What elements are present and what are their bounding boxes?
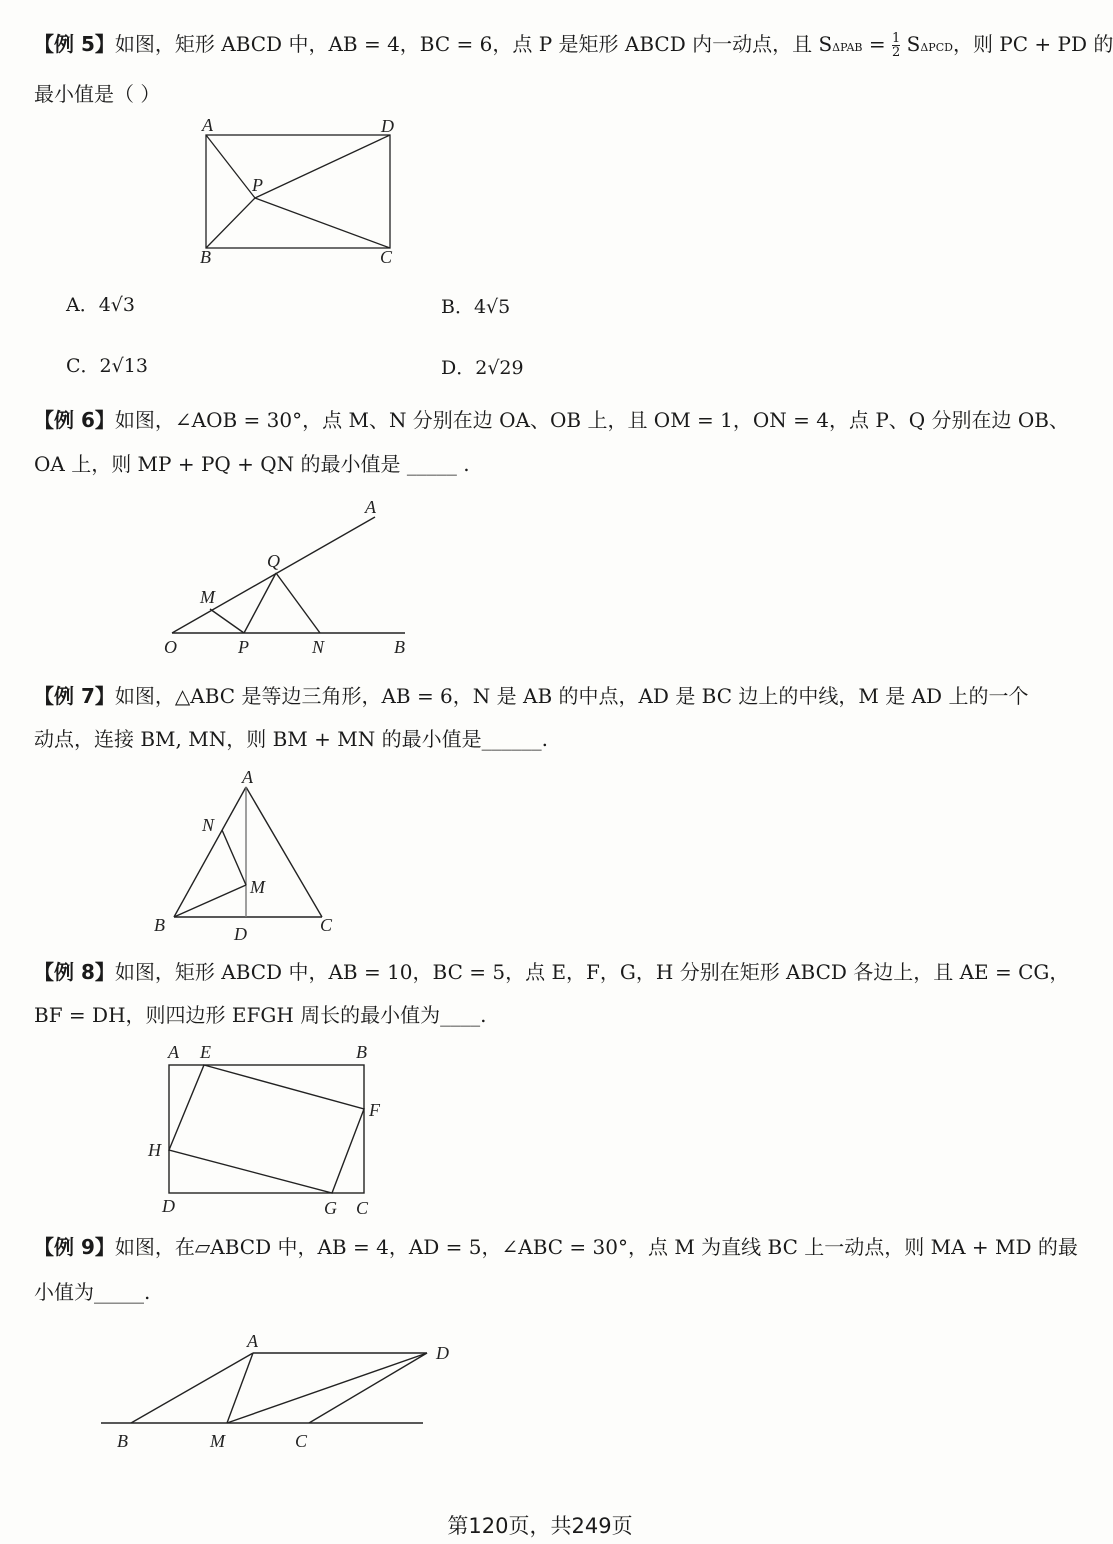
ex7-label-M: M	[250, 877, 265, 897]
ex7-line1	[34, 682, 1028, 710]
ex6-label-Q: Q	[267, 551, 280, 571]
ex6-label-O: O	[164, 637, 177, 657]
ex5-option-c: C．2√13	[66, 355, 148, 377]
ex6-figure	[160, 495, 420, 665]
ex5-option-d: D．2√29	[441, 357, 524, 379]
ex5-label-A: A	[202, 115, 213, 135]
ex8-label-D: D	[162, 1196, 175, 1216]
ex7-seg-NM	[222, 830, 246, 885]
ex5-seg-CP	[255, 198, 390, 248]
ex6-label-B: B	[394, 637, 405, 657]
ex8-text1: 如图，矩形 ABCD 中，AB = 10，BC = 5，点 E，F，G，H 分别在矩形 ABCD 各边上，且 AE = CG，	[114, 960, 1070, 984]
ex9-label-C: C	[295, 1431, 308, 1451]
ex5-figure	[190, 115, 410, 270]
ex5-label-C: C	[380, 247, 393, 267]
ex6-label: 【例 6】	[34, 408, 115, 432]
ex6-label-P: P	[238, 637, 249, 657]
ex9-label-A: A	[247, 1331, 258, 1351]
ex5-label: 【例 5】	[34, 32, 115, 56]
ex8-label-B: B	[356, 1042, 367, 1062]
ex8-label-F: F	[369, 1100, 380, 1120]
ex5-label-P: P	[252, 175, 263, 195]
ex5-line1: 【例 5】如图，矩形 ABCD 中，AB = 4，BC = 6，点 P 是矩形 ABCD 内一动点，且 SΔPAB = $\frac{1}{2}$ SΔPCD，则 PC + PD 的	[34, 31, 1113, 60]
ex7-side-AC	[246, 787, 322, 917]
ex9-text1: 如图，在▱ABCD 中，AB = 4，AD = 5，∠ABC = 30°，点 M 为直线 BC 上一动点，则 MA + MD 的最	[114, 1235, 1078, 1259]
ex9-figure	[95, 1325, 475, 1455]
ex8-label-H: H	[148, 1140, 161, 1160]
ex8-label-A: A	[168, 1042, 179, 1062]
ex5-label-D: D	[381, 116, 394, 136]
ex7-label-A: A	[242, 767, 253, 787]
ex5-fraction: $\frac{1}{2}$	[892, 31, 901, 60]
ex5-seg-DP	[255, 135, 390, 198]
ex7-seg-BM	[174, 885, 246, 917]
ex7-label-B: B	[154, 915, 165, 935]
page-footer: 第120页，共249页	[447, 1514, 633, 1538]
ex5-sub1: ΔPAB	[832, 41, 863, 54]
ex6-line2: OA 上，则 MP + PQ + QN 的最小值是 _____ .	[34, 452, 470, 476]
ex7-figure	[150, 765, 350, 945]
ex7-text1: 如图，△ABC 是等边三角形，AB = 6，N 是 AB 的中点，AD 是 BC 边上的中线，M 是 AD 上的一个	[114, 684, 1029, 708]
ex7-label: 【例 7】	[34, 684, 115, 708]
ex8-line1	[34, 958, 1069, 986]
ex9-line2: 小值为_____.	[34, 1280, 151, 1304]
ex7-label-C: C	[320, 915, 333, 935]
ex8-rectangle	[169, 1065, 364, 1193]
ex8-quadrilateral-EFGH	[169, 1065, 364, 1193]
ex5-rectangle	[206, 135, 390, 248]
ex7-label-D: D	[234, 924, 247, 944]
ex9-label: 【例 9】	[34, 1235, 115, 1259]
ex8-label-E: E	[200, 1042, 211, 1062]
ex9-label-D: D	[436, 1343, 449, 1363]
ex5-label-B: B	[200, 247, 211, 267]
ex8-line2: BF = DH，则四边形 EFGH 周长的最小值为____.	[34, 1003, 487, 1027]
ex9-label-B: B	[117, 1431, 128, 1451]
ex6-ray-OA	[172, 517, 375, 633]
ex6-label-A: A	[365, 497, 376, 517]
ex8-figure	[140, 1040, 400, 1220]
ex8-label-C: C	[356, 1198, 369, 1218]
ex8-label-G: G	[324, 1198, 337, 1218]
ex6-line1	[34, 406, 1069, 434]
ex5-seg-AP	[206, 135, 255, 198]
ex6-label-N: N	[312, 637, 325, 657]
ex6-text1: 如图，∠AOB = 30°，点 M、N 分别在边 OA、OB 上，且 OM = 1，ON = 4，点 P、Q 分别在边 OB、	[114, 408, 1069, 432]
ex7-label-N: N	[202, 815, 215, 835]
ex7-side-AB	[174, 787, 246, 917]
ex5-seg-BP	[206, 198, 255, 248]
ex6-seg-MP	[210, 609, 244, 633]
ex9-line1	[34, 1233, 1078, 1261]
ex9-label-M: M	[210, 1431, 225, 1451]
ex5-sub2: ΔPCD	[920, 41, 953, 54]
ex6-label-M: M	[200, 587, 215, 607]
ex6-seg-QN	[276, 573, 320, 633]
ex8-label: 【例 8】	[34, 960, 115, 984]
ex9-side-AB	[131, 1353, 253, 1423]
ex5-text-pre: 如图，矩形 ABCD 中，AB = 4，BC = 6，点 P 是矩形 ABCD 内一动点，且 S	[114, 32, 833, 56]
ex5-option-b: B．4√5	[441, 296, 511, 318]
ex5-line2: 最小值是（ ）	[34, 82, 161, 106]
ex5-text-post: ，则 PC + PD 的	[952, 32, 1113, 56]
ex7-line2: 动点，连接 BM, MN，则 BM + MN 的最小值是______.	[34, 727, 548, 751]
ex9-seg-AM	[227, 1353, 253, 1423]
ex5-option-a: A．4√3	[66, 294, 136, 316]
